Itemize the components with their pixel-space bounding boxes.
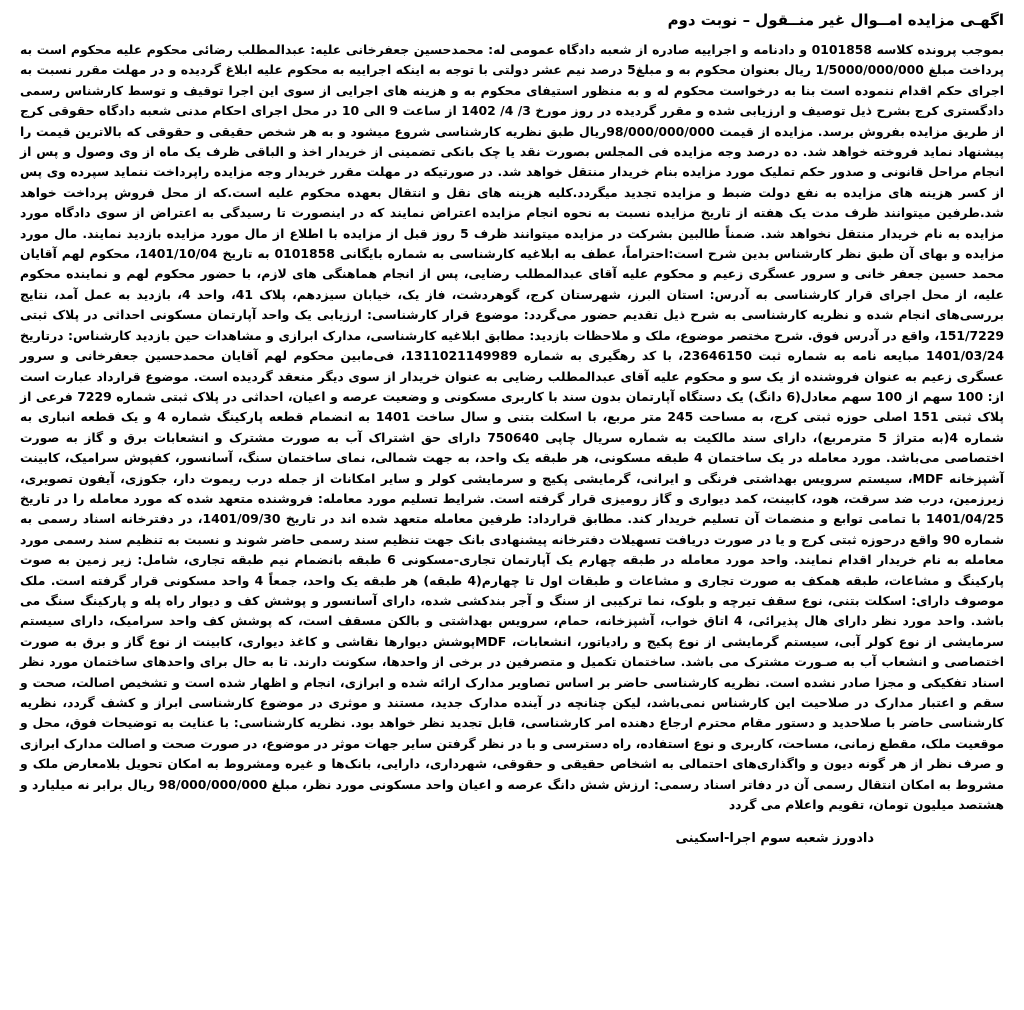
notice-body: بموجب پرونده کلاسه 0101858 و دادنامه و اجراییه صادره از شعبه دادگاه عمومی له: محمدحسین جعفرخانی علیه: عبدالمطلب رضائی محکوم علیه محکوم است به پرداخت مبلغ 1/5000/000/000 ریال بعنوان محکوم به و مبلغ5 درصد نیم عشر دولتی با توجه به اینکه اجراییه به محکوم علیه ابلاغ گردیده و در مهلت مقرر نسبت به اجرای حکم اقدام ننموده است بنا به درخواست محکوم له و به منظور استیفای محکوم به و هزینه های اجرایی از سوی این اجرا توقیف و توسط کارشناس رسمی دادگستری کرج بشرح ذیل توصیف و ارزیابی شده و مقرر گردیده در روز مورخ 3/ 4/ 1402 از ساعت 9 الی 10 در محل اجرای احکام مدنی شعبه دادگاه حقوقی کرج از طریق مزایده بفروش برسد. مزایده از قیمت 98/000/000/000ریال طبق نظریه کارشناسی شروع میشود و به هر شخص حقیقی و حقوقی که بالاترین قیمت را پیشنهاد نماید فروخته خواهد شد. ده درصد وجه مزایده فی المجلس بصورت نقد یا چک بانکی تضمینی از خریدار اخذ و الباقی ظرف یک ماه از وی وصول و پس از انجام مراحل قانونی و صدور حکم تملیک مورد مزایده بنام خریدار منتقل خواهد شد. در صورتیکه در مهلت مقرر خریدار وجه مزایده راپرداخت ننماید سپرده وی پس از کسر هزینه های مزایده به نفع دولت ضبط و مزایده تجدید میگردد.کلیه هزینه های نقل و انتقال بعهده محکوم علیه است.که از محل فروش پرداخت خواهد شد.طرفین میتوانند ظرف مدت یک هفته از تاریخ مزایده نسبت به نحوه انجام مزایده اعتراض نمایند که در اینصورت تا رسیدگی به اعتراض از سوی دادگاه مورد مزایده به نام خریدار منتقل نخواهد شد. ضمناً طالبین بشرکت در مزایده میتوانند ظرف 5 روز قبل از مزایده با اطلاع از مال مورد مزایده بازدید نمایند. مال مورد مزایده و بهای آن طبق نظر کارشناس بدین شرح است:احتراماً، عطف به ابلاغیه کارشناسی به شماره بایگانی 0101858 به تاریخ 1401/10/04، محکوم لهم آقایان محمد حسین جعفر خانی و سرور عسگری زعیم و محکوم علیه آقای عبدالمطلب رضایی، پس از انجام هماهنگی های لازم، با حضور محکوم لهم و نماینده محکوم علیه، از محل اجرای قرار کارشناسی به آدرس: استان البرز، شهرستان کرج، گوهردشت، فاز یک، خیابان سیزدهم، پلاک 41، واحد 4، بازدید به عمل آمد، نتایج بررسی‌های انجام شده و نظریه کارشناسی به شرح ذیل تقدیم حضور می‌گردد: موضوع قرار کارشناسی: ارزیابی یک واحد آپارتمان مسکونی احداثی در پلاک ثبتی 151/7229، واقع در آدرس فوق. شرح مختصر موضوع، ملک و ملاحظات بازدید: مطابق ابلاغیه کارشناسی، مدارک ابرازی و مشاهدات حین بازدید کارشناس: درتاریخ 1401/03/24 مبایعه نامه به شماره ثبت 23646150، با کد رهگیری به شماره 1311021149989، فی‌مابین محکوم لهم آقایان محمدحسین جعفرخانی و سرور عسگری زعیم به عنوان فروشنده از یک سو و محکوم علیه آقای عبدالمطلب رضایی به عنوان خریدار از سوی دیگر منعقد گردیده است. موضوع قرارداد عبارت است از: 100 سهم از 100 سهم معادل(6 دانگ) یک دستگاه آپارتمان بدون سند با کاربری مسکونی و وضعیت عرصه و اعیان، احداثی در پلاک ثبتی شماره 7229 فرعی از پلاک ثبتی 151 اصلی حوزه ثبتی کرج، به مساحت 245 متر مربع، با اسکلت بتنی و سال ساخت 1401 به انضمام قطعه پارکینگ شماره 4 و یک قطعه انباری به شماره 4(به متراژ 5 مترمربع)، دارای سند مالکیت به شماره سریال چاپی 750640 دارای حق اشتراک آب به صورت مشترک و انشعابات برق و گاز به صورت اختصاصی می‌باشد. مورد معامله در یک ساختمان 4 طبقه مسکونی، هر طبقه یک واحد، به جهت شمالی، نمای ساختمان سنگ، آسانسور، کفپوش سرامیک، کابینت آشپزخانه MDF، سیستم سرویس بهداشتی فرنگی و ایرانی، گرمایشی پکیج و سرمایشی کولر و سایر امکانات از جمله درب ریموت دار، جکوزی، آیفون تصویری، زیرزمین، درب ضد سرقت، هود، کابینت، کمد دیواری و گاز رومیزی قرار گرفته است. شرایط تسلیم مورد معامله: فروشنده متعهد شده که مورد معامله را در تاریخ 1401/04/25 با تمامی توابع و منضمات آن تسلیم خریدار کند. مطابق قرارداد: طرفین معامله متعهد شده اند در تاریخ 1401/09/30، در دفترخانه اسناد رسمی به شماره 90 واقع درحوزه ثبتی کرج و یا در صورت دریافت تسهیلات دفترخانه پیشنهادی بانک جهت تنظیم سند رسمی حاضر شوند و نسبت به تنظیم سند رسمی مورد معامله به نام خریدار اقدام نمایند. واحد مورد معامله در طبقه چهارم یک آپارتمان تجاری-مسکونی 6 طبقه بانضمام نیم طبقه تجاری، شامل: زیر زمین به صوت پارکینگ و مشاعات، طبقه همکف به صورت تجاری و مشاعات و طبقات اول تا چهارم(4 طبقه) هر طبقه یک واحد، جمعاً 4 واحد مسکونی قرار گرفته است. ملک موصوف دارای: اسکلت بتنی، نوع سقف تیرچه و بلوک، نما ترکیبی از سنگ و آجر بندکشی شده، دارای آسانسور و پوشش کف و دیوار راه پله و پارکینگ سنگ می باشد. واحد مورد نظر دارای هال پذیرائی، 4 اتاق خواب، آشپزخانه، حمام، سرویس بهداشتی و بالکن مسقف است، که پوشش کف واحد سرامیک، دارای سیستم سرمایشی از نوع کولر آبی، سیستم گرمایشی از نوع پکیج و رادیاتور، انشعابات، MDFپوشش دیوارها نقاشی و کاغذ دیواری، کابینت از نوع گاز و برق به صورت اختصاصی و انشعاب آب به صـورت مشترک می باشد. ساختمان تکمیل و متصرفین در برخی از واحدها، سکونت دارند. تا به حال برای واحدهای ساختمان مورد نظر اسناد تفکیکی و مجزا صادر نشده است. نظریه کارشناسی حاضر بر اساس تصاویر مدارک ارائه شده و ابرازی، انجام و اظهار شده است و تشخیص اصالت، صحت و سقم و اعتبار مدارک در صلاحیت این کارشناس نمی‌باشد، لیکن چنانچه در آینده مدارک جدید، مستند و موثری در موضوع کارشناسی ابراز و کشف گردد، نظریه کارشناسی حاضر با صلاحدید و دستور مقام محترم ارجاع دهنده امر کارشناسی، قابل تجدید نظر خواهد بود. نظریه کارشناسی: با عنایت به توضیحات فوق، محل و موقعیت ملک، مقطع زمانی، مساحت، کاربری و نوع استفاده، راه دسترسی و با در نظر گرفتن سایر جهات موثر در موضوع، در صورت صحت و اصالت مدارک ابرازی و صرف نظر از هر گونه دیون و واگذاری‌های احتمالی به اشخاص حقیقی و حقوقی، شهرداری، دارایی، بانک‌ها و غیره ومشروط به امکان تحویل بلامعارض ملک و مشروط به امکان انتقال رسمی آن در دفاتر اسناد رسمی: ارزش شش دانگ عرصه و اعیان واحد مسکونی مورد نظر، مبلغ 98/000/000/000 ریال برابر نه میلیارد و هشتصد میلیون تومان، تقویم واعلام می گردد bbox=[20, 42, 1005, 813]
notice-title: اگهـی مزایده امــوال غیر منــقول – نوبت دوم bbox=[667, 11, 1004, 29]
signature-line: دادورز شعبه سوم اجرا-اسکینی bbox=[675, 831, 874, 847]
